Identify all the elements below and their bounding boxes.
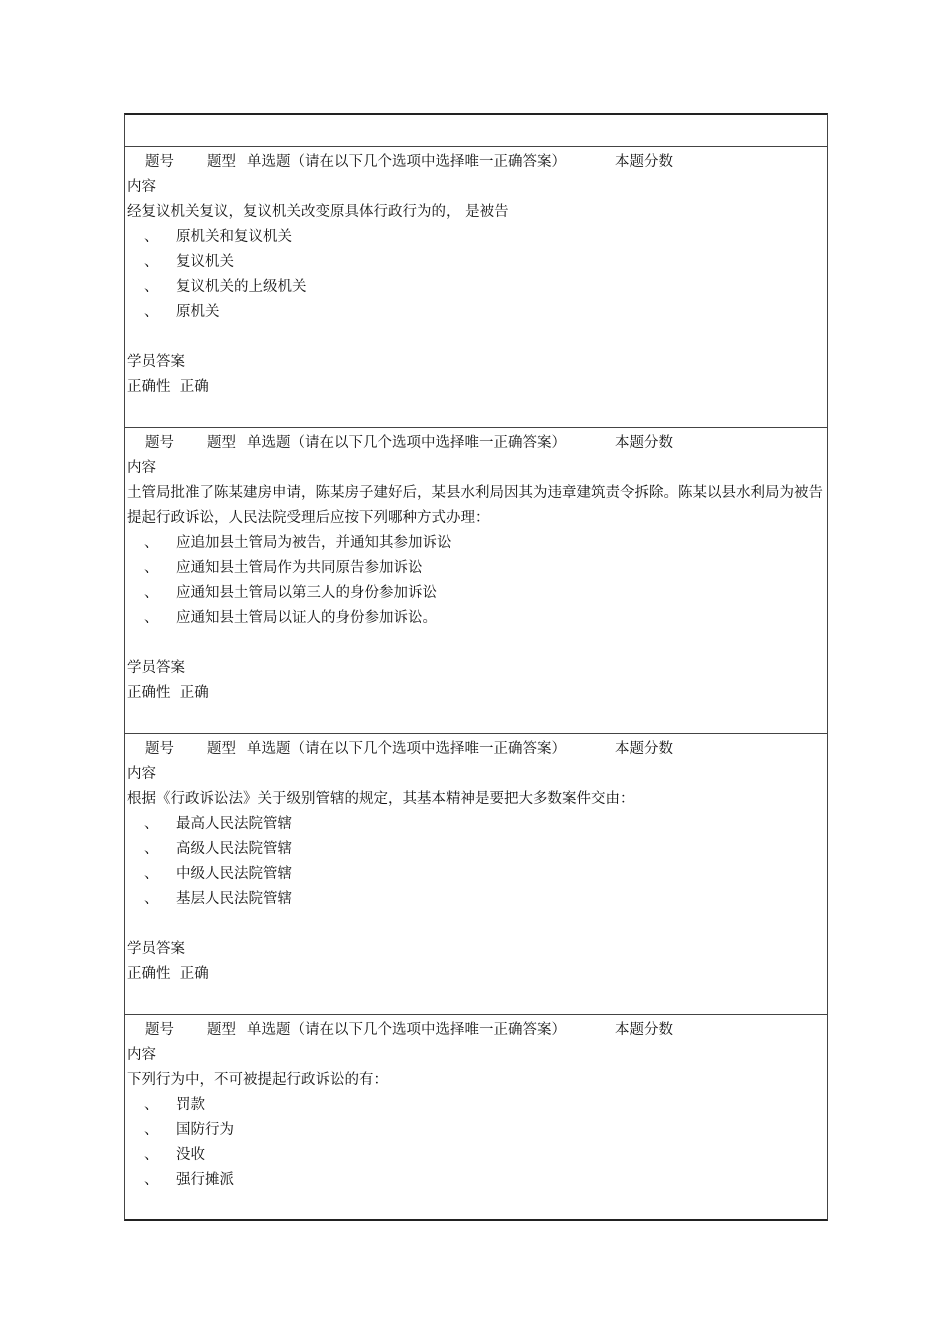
option-item: 、 应通知县土管局以第三人的身份参加诉讼 bbox=[144, 585, 437, 601]
correctness-label: 正确性 bbox=[127, 379, 171, 395]
student-answer-label: 学员答案 bbox=[127, 354, 185, 370]
question-type-label: 题型 bbox=[207, 741, 236, 757]
correctness-label: 正确性 bbox=[127, 966, 171, 982]
question-block-1 bbox=[125, 150, 827, 428]
question-type-value: 单选题（请在以下几个选项中选择唯一正确答案） bbox=[247, 1022, 566, 1038]
correctness-value: 正确 bbox=[179, 379, 209, 395]
option-item: 、 没收 bbox=[144, 1147, 205, 1163]
question-text: 下列行为中，不可被提起行政诉讼的有： bbox=[127, 1072, 388, 1088]
content-label: 内容 bbox=[127, 179, 156, 195]
question-type-label: 题型 bbox=[207, 1022, 236, 1038]
question-type-value: 单选题（请在以下几个选项中选择唯一正确答案） bbox=[247, 154, 566, 170]
table-header-row bbox=[125, 115, 827, 147]
content-label: 内容 bbox=[127, 1047, 156, 1063]
option-item: 、 原机关和复议机关 bbox=[144, 229, 292, 245]
question-header bbox=[125, 150, 827, 175]
correctness-row bbox=[125, 962, 827, 987]
option-item: 、 基层人民法院管辖 bbox=[144, 891, 292, 907]
score-label: 本题分数 bbox=[615, 154, 673, 170]
option-item: 、 应通知县土管局作为共同原告参加诉讼 bbox=[144, 560, 423, 576]
score-label: 本题分数 bbox=[615, 435, 673, 451]
option-item: 、 应追加县土管局为被告，并通知其参加诉讼 bbox=[144, 535, 452, 551]
option-item: 、 强行摊派 bbox=[144, 1172, 234, 1188]
score-label: 本题分数 bbox=[615, 1022, 673, 1038]
correctness-row bbox=[125, 375, 827, 400]
score-label: 本题分数 bbox=[615, 741, 673, 757]
correctness-value: 正确 bbox=[179, 966, 209, 982]
student-answer-label: 学员答案 bbox=[127, 941, 185, 957]
option-item: 、 高级人民法院管辖 bbox=[144, 841, 292, 857]
correctness-value: 正确 bbox=[179, 685, 209, 701]
question-text: 经复议机关复议，复议机关改变原具体行政行为的， 是被告 bbox=[127, 204, 509, 220]
question-header bbox=[125, 1018, 827, 1043]
option-item: 、 国防行为 bbox=[144, 1122, 234, 1138]
question-header bbox=[125, 431, 827, 456]
question-block-2 bbox=[125, 431, 827, 734]
question-type-label: 题型 bbox=[207, 154, 236, 170]
question-type-value: 单选题（请在以下几个选项中选择唯一正确答案） bbox=[247, 435, 566, 451]
content-label: 内容 bbox=[127, 460, 156, 476]
question-header bbox=[125, 737, 827, 762]
content-label: 内容 bbox=[127, 766, 156, 782]
question-text: 根据《行政诉讼法》关于级别管辖的规定，其基本精神是要把大多数案件交由： bbox=[127, 791, 635, 807]
question-text: 土管局批准了陈某建房申请，陈某房子建好后，某县水利局因其为违章建筑责令拆除。陈某以县水利局为被告提起行政诉讼，人民法院受理后应按下列哪种方式办理： bbox=[127, 485, 823, 526]
student-answer-label: 学员答案 bbox=[127, 660, 185, 676]
option-item: 、 应通知县土管局以证人的身份参加诉讼。 bbox=[144, 610, 437, 626]
question-type-label: 题型 bbox=[207, 435, 236, 451]
option-item: 、 复议机关的上级机关 bbox=[144, 279, 307, 295]
exam-record-table bbox=[124, 113, 828, 1221]
question-number-label: 题号 bbox=[145, 1022, 174, 1038]
question-block-3 bbox=[125, 737, 827, 1015]
question-number-label: 题号 bbox=[145, 435, 174, 451]
question-number-label: 题号 bbox=[145, 154, 174, 170]
option-item: 、 罚款 bbox=[144, 1097, 205, 1113]
question-number-label: 题号 bbox=[145, 741, 174, 757]
correctness-row bbox=[125, 681, 827, 706]
question-type-value: 单选题（请在以下几个选项中选择唯一正确答案） bbox=[247, 741, 566, 757]
option-item: 、 原机关 bbox=[144, 304, 220, 320]
question-block-4 bbox=[125, 1018, 827, 1219]
option-item: 、 中级人民法院管辖 bbox=[144, 866, 292, 882]
option-item: 、 复议机关 bbox=[144, 254, 234, 270]
correctness-label: 正确性 bbox=[127, 685, 171, 701]
option-item: 、 最高人民法院管辖 bbox=[144, 816, 292, 832]
